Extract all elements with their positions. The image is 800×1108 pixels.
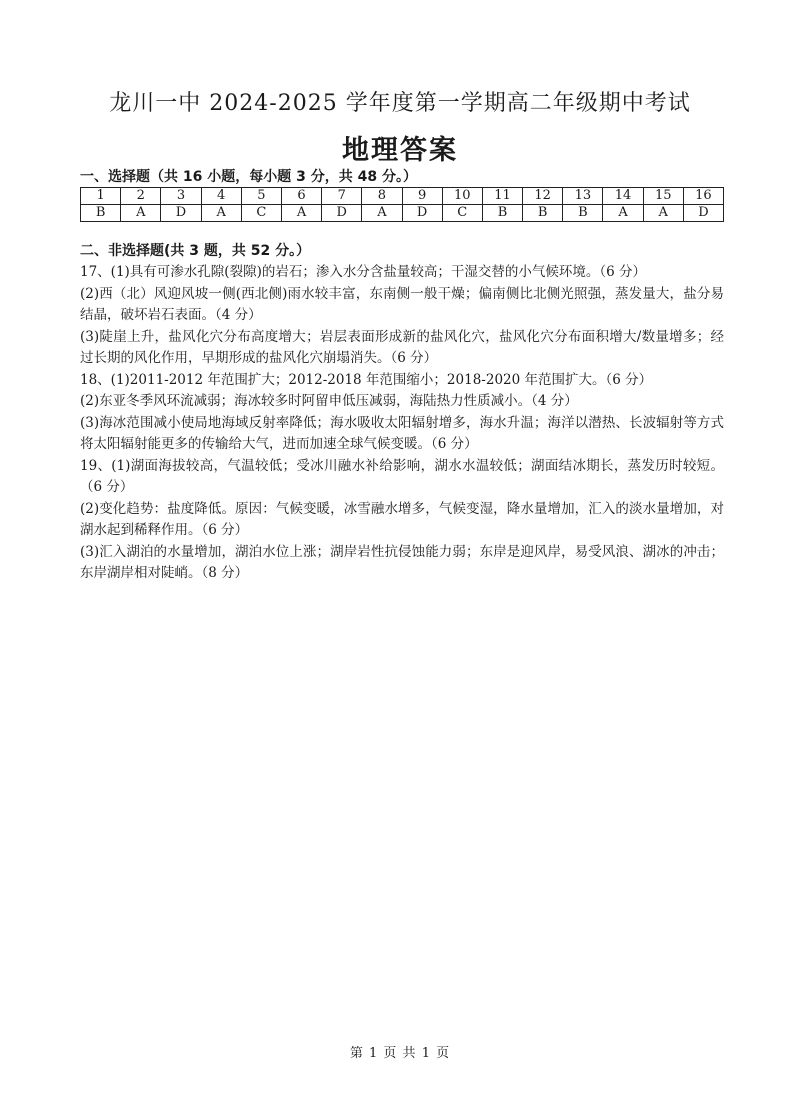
- document-title: 地理答案: [342, 135, 458, 166]
- question-number: 13: [563, 188, 603, 205]
- question-number: 5: [241, 188, 281, 205]
- question-number: 11: [482, 188, 522, 205]
- free-response-answers: [80, 262, 724, 585]
- question-number: 2: [121, 188, 161, 205]
- answer-cell: C: [442, 205, 482, 222]
- answer-cell: B: [523, 205, 563, 222]
- answer-18-3: (3)海冰范围减小使局地海域反射率降低；海水吸收太阳辐射增多，海水升温；海洋以潜热、长波辐射等方式将太阳辐射能更多的传输给大气，进而加速全球气候变暖。（6 分）: [80, 414, 724, 452]
- question-number: 9: [402, 188, 442, 205]
- question-number: 15: [643, 188, 683, 205]
- question-number: 3: [161, 188, 201, 205]
- section2-heading: 二、非选择题(共 3 题，共 52 分。）: [80, 243, 311, 259]
- answer-row: [81, 205, 724, 222]
- answer-cell: A: [201, 205, 241, 222]
- answer-19-1: 19、(1)湖面海拔较高，气温较低；受冰川融水补给影响，湖水水温较低；湖面结冰期长，蒸发历时较短。（6 分）: [80, 457, 724, 495]
- answer-cell: B: [482, 205, 522, 222]
- question-number-row: [81, 188, 724, 205]
- question-number: 6: [281, 188, 321, 205]
- question-number: 12: [523, 188, 563, 205]
- answer-cell: D: [683, 205, 723, 222]
- answer-17-3: (3)陡崖上升，盐风化穴分布高度增大；岩层表面形成新的盐风化穴，盐风化穴分布面积增大/数量增多；经过长期的风化作用，早期形成的盐风化穴崩塌消失。（6 分）: [80, 328, 724, 366]
- answer-cell: B: [563, 205, 603, 222]
- answer-cell: D: [322, 205, 362, 222]
- answer-cell: D: [402, 205, 442, 222]
- answer-18-2: (2)东亚冬季风环流减弱；海冰较多时阿留申低压减弱，海陆热力性质减小。（4 分）: [80, 393, 578, 409]
- answer-17-2: (2)西（北）风迎风坡一侧(西北侧)雨水较丰富，东南侧一般干燥；偏南侧比北侧光照强，蒸发量大，盐分易结晶，破坏岩石表面。（4 分）: [80, 285, 724, 323]
- answer-17-1: 17、(1)具有可渗水孔隙(裂隙)的岩石；渗入水分含盐量较高；干湿交替的小气候环境。（6 分）: [80, 264, 646, 280]
- question-number: 16: [683, 188, 723, 205]
- answer-cell: A: [603, 205, 643, 222]
- question-number: 4: [201, 188, 241, 205]
- multiple-choice-answer-table: [80, 187, 724, 222]
- answer-cell: A: [362, 205, 402, 222]
- exam-title: 龙川一中 2024-2025 学年度第一学期高二年级期中考试: [109, 91, 691, 116]
- question-number: 7: [322, 188, 362, 205]
- answer-cell: B: [81, 205, 121, 222]
- question-number: 8: [362, 188, 402, 205]
- question-number: 1: [81, 188, 121, 205]
- answer-18-1: 18、(1)2011-2012 年范围扩大；2012-2018 年范围缩小；2018-2020 年范围扩大。（6 分）: [80, 371, 653, 388]
- answer-cell: A: [281, 205, 321, 222]
- question-number: 10: [442, 188, 482, 205]
- answer-cell: A: [643, 205, 683, 222]
- answer-cell: A: [121, 205, 161, 222]
- answer-19-3: (3)汇入湖泊的水量增加，湖泊水位上涨；湖岸岩性抗侵蚀能力弱；东岸是迎风岸，易受风浪、湖冰的冲击；东岸湖岸相对陡峭。（8 分）: [80, 543, 724, 581]
- answer-19-2: (2)变化趋势：盐度降低。原因：气候变暖，冰雪融水增多，气候变湿，降水量增加，汇入的淡水量增加，对湖水起到稀释作用。（6 分）: [80, 500, 724, 538]
- answer-cell: C: [241, 205, 281, 222]
- section1-heading: 一、选择题（共 16 小题，每小题 3 分，共 48 分。）: [80, 169, 417, 185]
- question-number: 14: [603, 188, 643, 205]
- page-footer: 第 1 页 共 1 页: [349, 1046, 451, 1061]
- answer-cell: D: [161, 205, 201, 222]
